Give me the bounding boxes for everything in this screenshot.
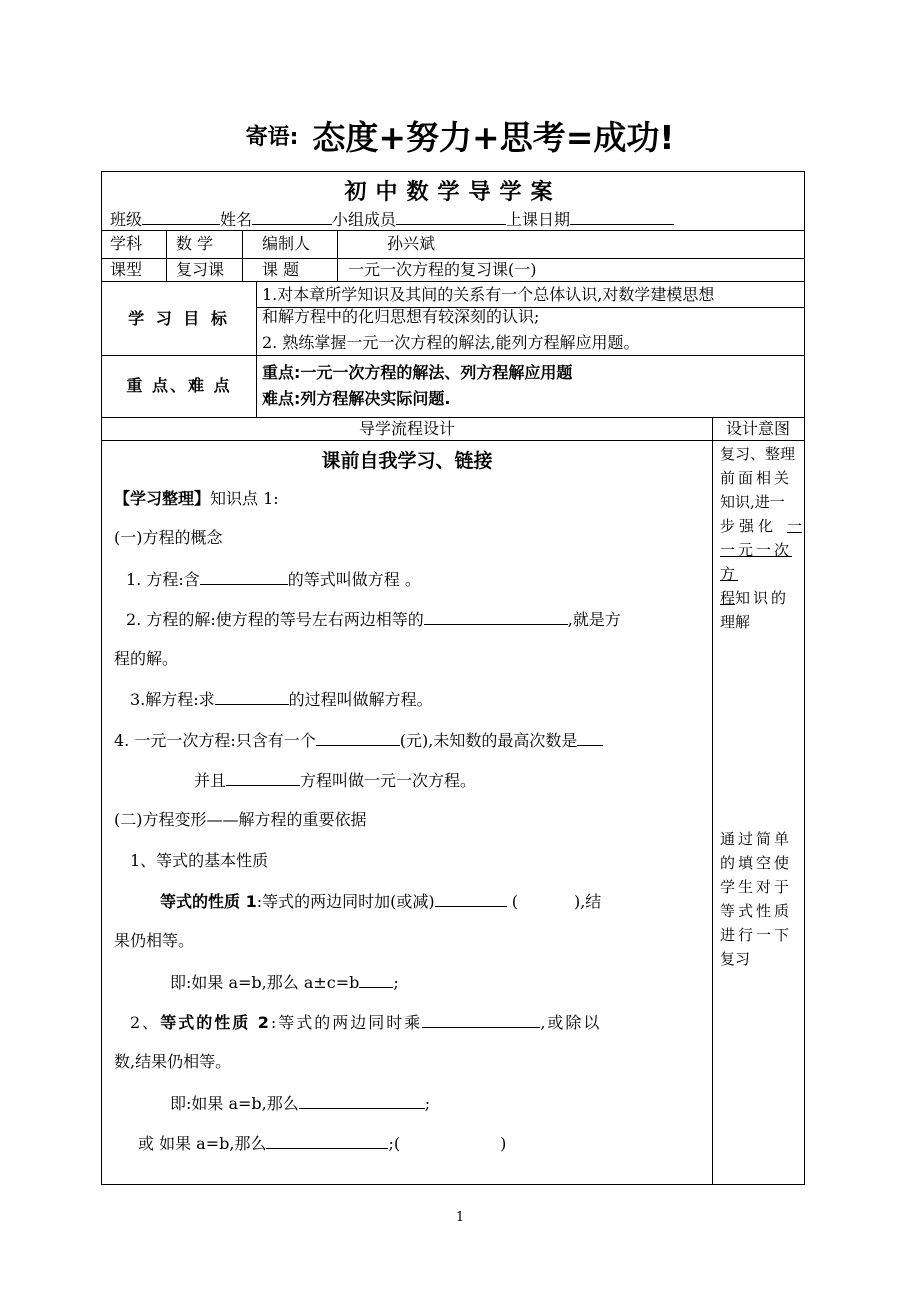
ex2a: 即:如果 a=b,那么	[170, 1094, 299, 1113]
note2-line-1: 通过简单	[720, 830, 793, 848]
side-note-1	[720, 442, 802, 634]
example-1	[170, 971, 399, 994]
study-tag	[114, 488, 279, 510]
date-blank	[570, 208, 674, 225]
note2-line-6: 复习	[720, 950, 751, 968]
key-label: 重 点、难 点	[126, 376, 232, 395]
note1-line-6	[720, 586, 802, 610]
blank-8	[359, 971, 393, 988]
motto	[0, 112, 920, 159]
blank-6	[226, 769, 300, 786]
part-1: (一)方程的概念	[114, 528, 223, 547]
ex3b: ;(	[388, 1134, 401, 1153]
name-label: 姓名	[220, 210, 253, 229]
type-label: 课型	[110, 260, 143, 279]
subject-label: 学科	[110, 234, 143, 253]
note1-text-2: 前面相关	[720, 469, 793, 487]
blank-2	[424, 608, 568, 625]
line-5	[194, 769, 476, 792]
property-heading: 1、等式的基本性质	[130, 851, 269, 870]
group-label: 小组成员	[332, 210, 397, 229]
note1-text-3: 知识,进一	[720, 493, 785, 511]
motto-text: 态度+努力+思考=成功!	[312, 118, 675, 157]
editor-label: 编制人	[262, 234, 311, 253]
subject-value: 数 学	[176, 234, 214, 253]
note2-line-3: 学生对于	[720, 878, 793, 896]
ex1a: 即:如果 a=b,那么 a±c=b	[170, 973, 360, 992]
note1-text-1: 复习、整理	[720, 445, 796, 463]
note1-line-1	[720, 442, 802, 466]
info-line	[110, 208, 674, 231]
line-4	[114, 729, 603, 752]
side-note-2	[720, 827, 802, 971]
topic-label: 课 题	[262, 260, 300, 279]
ex2b: ;	[424, 1094, 431, 1113]
l1a: 1. 方程:含	[126, 570, 200, 589]
flow-header: 导学流程设计	[358, 419, 455, 438]
example-2	[170, 1092, 430, 1115]
l4a: 4. 一元一次方程:只含有一个	[114, 731, 316, 750]
line-3	[130, 688, 433, 711]
note1-line-3	[720, 490, 802, 514]
name-blank	[252, 208, 332, 225]
l5b: 方程叫做一元一次方程。	[300, 771, 477, 790]
note1-line-2	[720, 466, 802, 490]
note1-mixed	[720, 586, 789, 610]
property-1	[160, 890, 601, 913]
blank-11	[266, 1132, 388, 1149]
tag: 【学习整理】	[114, 489, 211, 508]
worksheet-table	[101, 171, 805, 1185]
note2-line-5: 进行一下	[720, 926, 793, 944]
l3a: 3.解方程:求	[130, 690, 215, 709]
prop2-num: 2、	[130, 1013, 161, 1032]
ex3a: 或 如果 a=b,那么	[138, 1134, 267, 1153]
goal-2: 2. 熟练掌握一元一次方程的解法,能列方程解应用题。	[262, 333, 640, 352]
class-blank	[142, 208, 220, 225]
tag-rest: 知识点 1:	[210, 489, 279, 508]
ex1b: ;	[393, 973, 399, 992]
note1-underline-a: 一	[786, 517, 802, 535]
key-point: 重点:一元一次方程的解法、列方程解应用题	[262, 363, 573, 382]
goals-label: 学 习 目 标	[128, 309, 230, 328]
goal-1b: 和解方程中的化归思想有较深刻的认识;	[262, 307, 540, 326]
class-label: 班级	[110, 210, 143, 229]
intent-header: 设计意图	[725, 419, 790, 438]
document-title: 初中数学导学案	[344, 180, 562, 205]
line-1	[126, 568, 421, 591]
prop2-label: 等式的性质 2	[160, 1013, 271, 1032]
property-2	[130, 1011, 601, 1034]
page-number: 1	[455, 1210, 465, 1225]
line-2	[126, 608, 621, 631]
topic-value: 一元一次方程的复习课(一)	[348, 260, 537, 279]
note1-text-4: 步强化	[720, 517, 778, 535]
note2-line-2: 的填空使	[720, 854, 793, 872]
blank-5	[577, 729, 603, 746]
line-2-cont: 程的解。	[114, 649, 179, 668]
l2a: 2. 方程的解:使方程的等号左右两边相等的	[126, 610, 424, 629]
blank-1	[200, 568, 288, 585]
property-2-cont: 数,结果仍相等。	[114, 1052, 232, 1071]
blank-10	[299, 1092, 425, 1109]
note2-line-4: 等式性质	[720, 902, 793, 920]
note1-line-5	[720, 538, 802, 586]
l5a: 并且	[194, 771, 227, 790]
type-value: 复习课	[176, 260, 225, 279]
group-blank	[396, 208, 506, 225]
note1-text-5: 一元一次方	[720, 541, 793, 583]
prop1-paren: (	[511, 892, 518, 911]
editor-value: 孙兴斌	[387, 234, 436, 253]
note1-text-6: 程	[720, 589, 736, 607]
blank-7	[435, 890, 507, 907]
prop1-label: 等式的性质 1	[160, 892, 257, 911]
example-3	[138, 1132, 506, 1155]
l1b: 的等式叫做方程 。	[287, 570, 421, 589]
blank-3	[215, 688, 289, 705]
difficult-point: 难点:列方程解决实际问题.	[262, 389, 451, 408]
note1-text-7: 知识的	[735, 589, 790, 607]
l2b: ,就是方	[567, 610, 621, 629]
part-2: (二)方程变形——解方程的重要依据	[114, 810, 367, 829]
note1-line-7	[720, 610, 802, 634]
l4b: (元),未知数的最高次数是	[399, 731, 578, 750]
blank-9	[422, 1011, 540, 1028]
goal-1a: 1.对本章所学知识及其间的关系有一个总体认识,对数学建模思想	[262, 285, 715, 304]
property-1-cont: 果仍相等。	[114, 931, 195, 950]
prop2-text: :等式的两边同时乘	[270, 1013, 423, 1032]
l3b: 的过程叫做解方程。	[288, 690, 433, 709]
motto-label: 寄语:	[245, 125, 299, 150]
note1-text-8: 理解	[720, 613, 751, 631]
prop1-text: :等式的两边同时加(或减)	[256, 892, 435, 911]
section-title: 课前自我学习、链接	[321, 450, 493, 472]
ex3c: )	[500, 1134, 507, 1153]
note1-line-4	[720, 514, 802, 538]
prop1-end: ),结	[573, 892, 602, 911]
date-label: 上课日期	[506, 210, 571, 229]
prop2-end: ,或除以	[540, 1013, 602, 1032]
blank-4	[316, 729, 400, 746]
